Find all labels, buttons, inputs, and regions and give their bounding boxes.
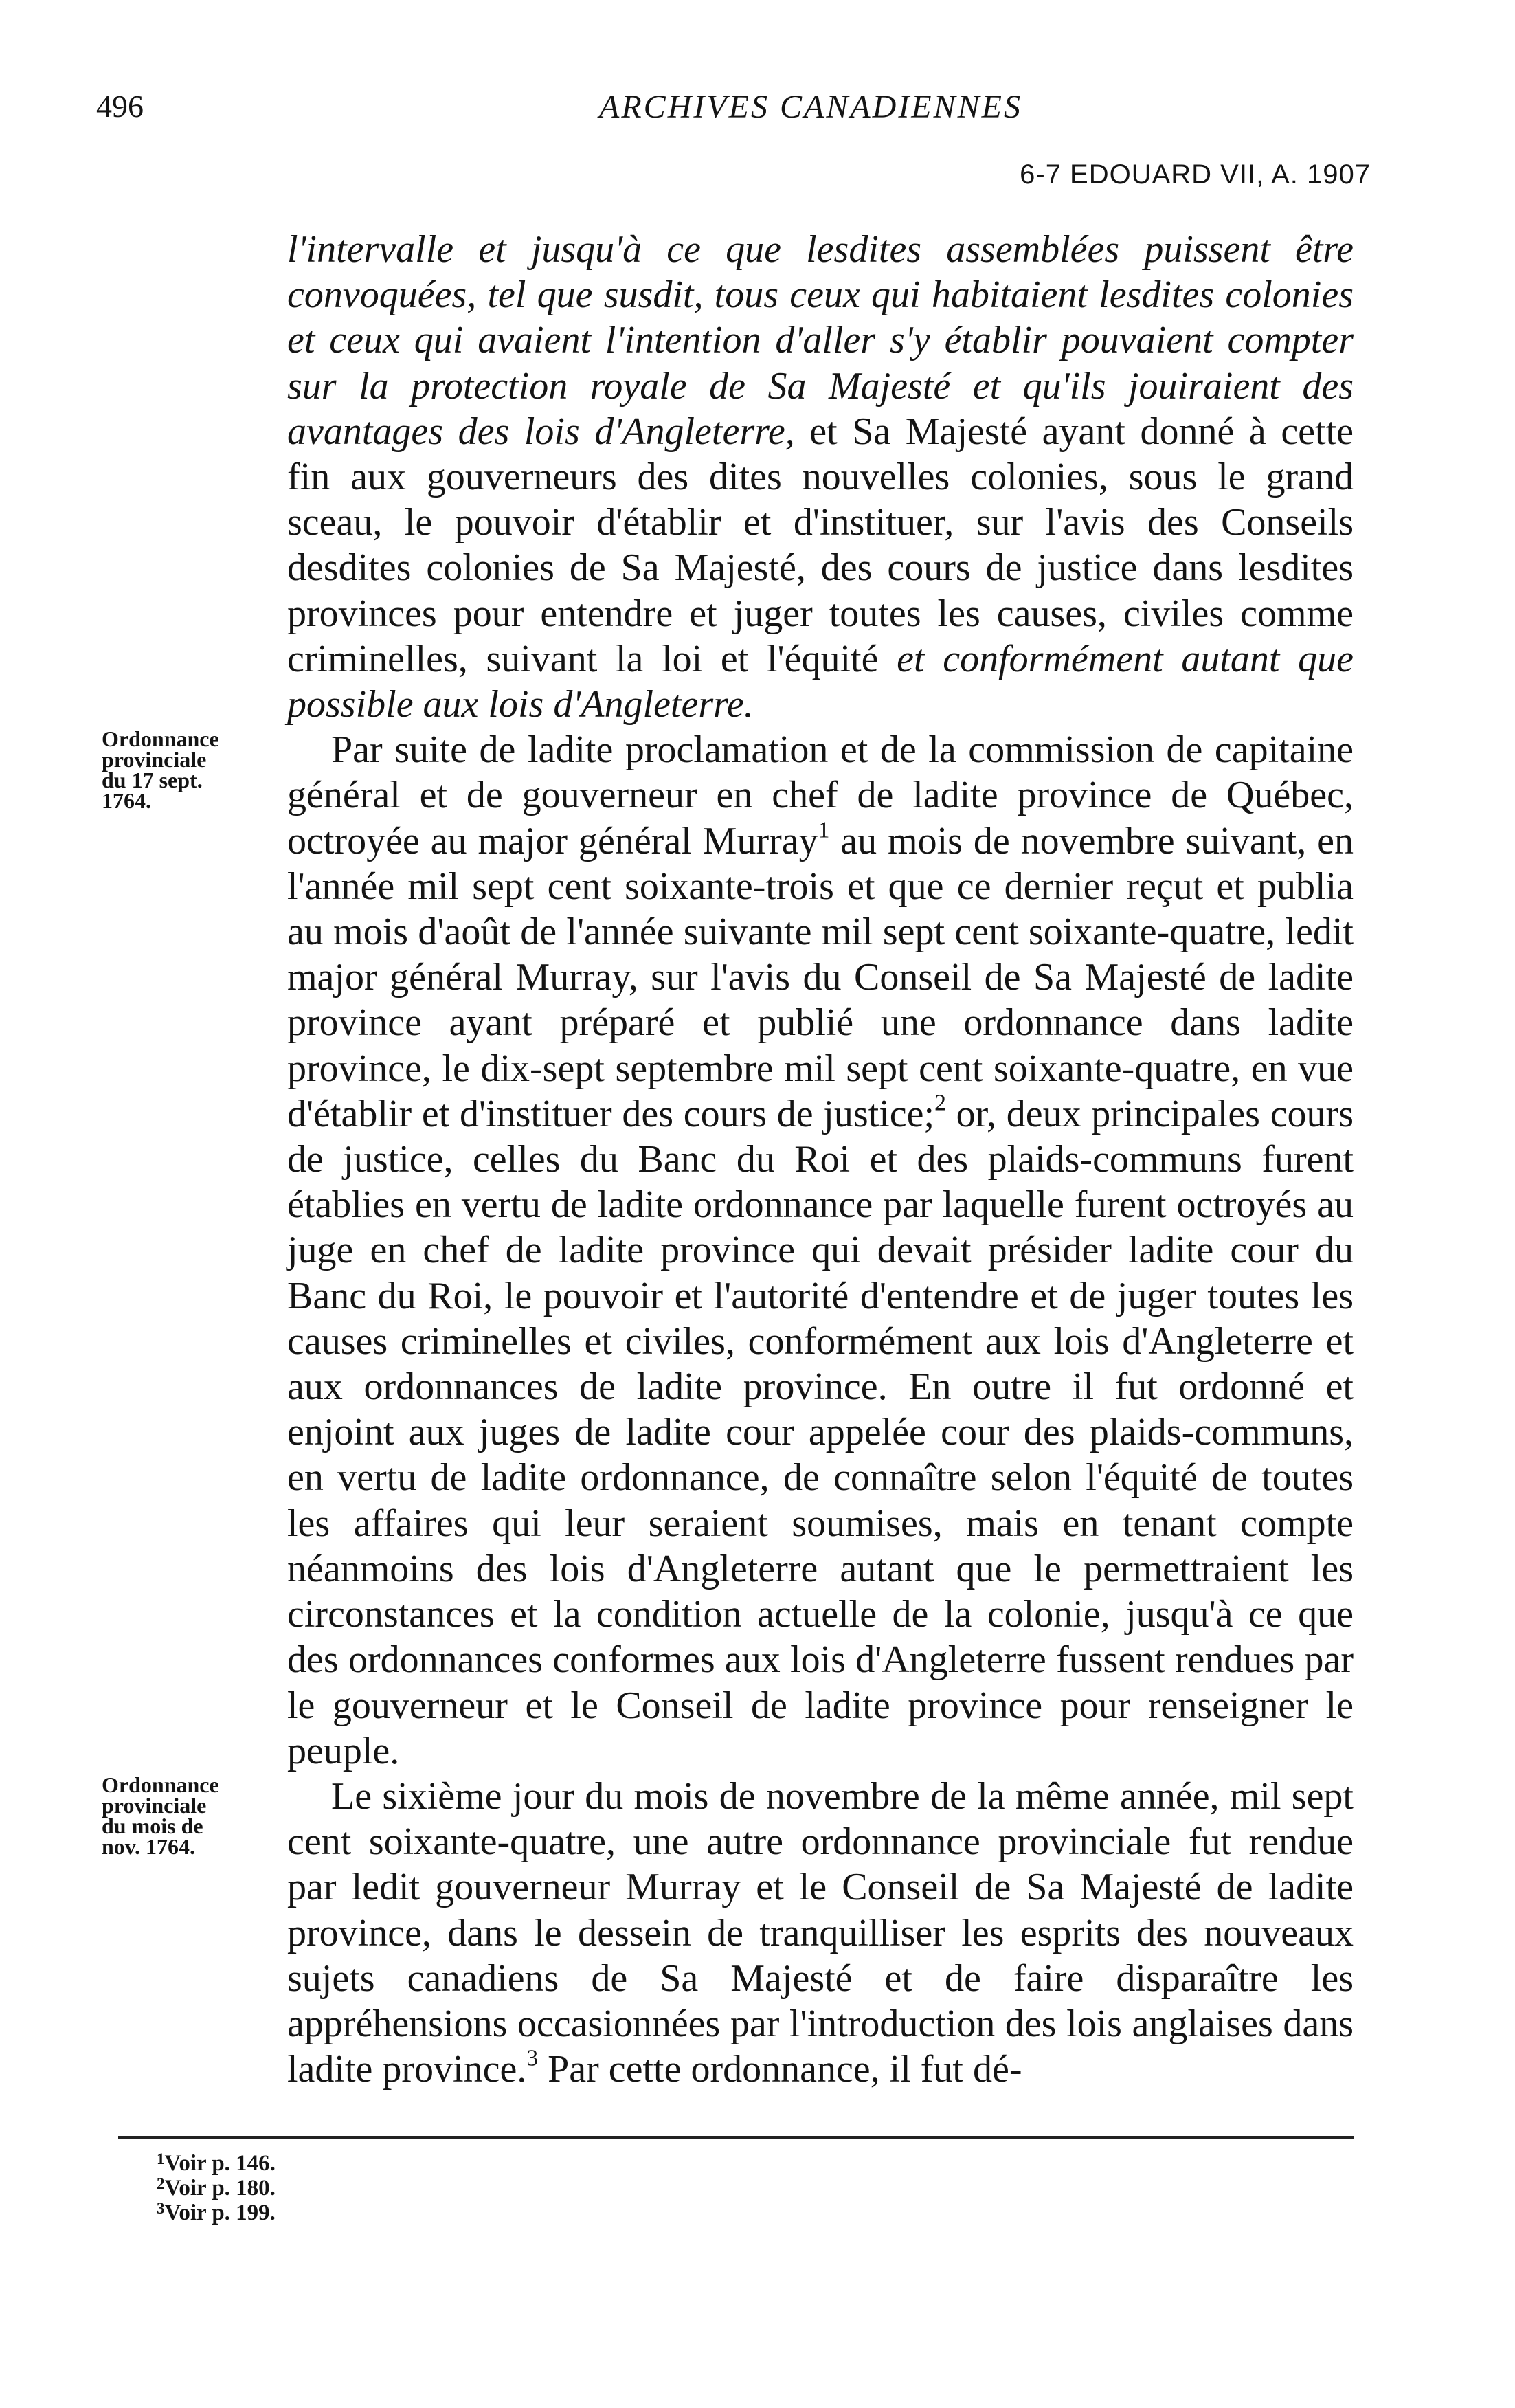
paragraph-1 bbox=[287, 227, 1354, 727]
footnote-divider bbox=[118, 2136, 1354, 2139]
italic-text: l'intervalle et jusqu'à ce que lesdites assemblées puissent être convoquées, tel que susdit, tous ceux qui habitaient lesdites colonies et ceux qui avaient l'intention d'aller s'y établir pouvaient compter sur la protection royale de Sa Majesté et qu'ils jouiraient des avantages des lois d'Angleterre, bbox=[287, 228, 1354, 453]
page-number: 496 bbox=[96, 89, 144, 124]
body-text: Par suite de ladite proclamation et de la commission de capitaine général et de gouverneur en chef de ladite province de Québec, octroyée au major général Murray bbox=[287, 728, 1354, 862]
footnote-ref: 2 bbox=[934, 1090, 946, 1116]
margin-note-ordonnance-sept bbox=[102, 728, 267, 811]
session-label: 6-7 EDOUARD VII, A. 1907 bbox=[1020, 159, 1371, 190]
margin-note-line: du 17 sept. bbox=[102, 768, 203, 792]
margin-note-line: provinciale bbox=[102, 1793, 207, 1818]
margin-note-line: nov. 1764. bbox=[102, 1834, 196, 1859]
paragraph-2 bbox=[287, 727, 1354, 1774]
footnote-text: Voir p. 199. bbox=[164, 2200, 276, 2225]
margin-note-line: Ordonnance bbox=[102, 726, 219, 751]
footnote-ref: 1 bbox=[818, 817, 830, 843]
margin-note-line: provinciale bbox=[102, 747, 207, 772]
running-title: ARCHIVES CANADIENNES bbox=[599, 89, 1022, 125]
margin-note-ordonnance-nov bbox=[102, 1774, 267, 1857]
footnote bbox=[157, 2176, 276, 2200]
footnote-mark: 1 bbox=[157, 2149, 165, 2167]
footnotes bbox=[157, 2151, 276, 2225]
footnote-mark: 2 bbox=[157, 2174, 165, 2192]
footnote bbox=[157, 2200, 276, 2225]
footnote bbox=[157, 2151, 276, 2176]
footnote-text: Voir p. 180. bbox=[164, 2176, 276, 2200]
margin-note-line: Ordonnance bbox=[102, 1772, 219, 1797]
footnote-text: Voir p. 146. bbox=[164, 2151, 276, 2176]
margin-note-line: du mois de bbox=[102, 1814, 203, 1838]
paragraph-3 bbox=[287, 1774, 1354, 2092]
body-text: au mois de novembre suivant, en l'année mil sept cent soixante-trois et que ce dernier reçut et publia au mois d'août de l'année suivante mil sept cent soixante-quatre, ledit major général Murray, sur l'avis du Conseil de Sa Majesté de ladite province ayant préparé et publié une ordonnance dans ladite province, le dix-sept septembre mil sept cent soixante-quatre, en vue d'établir et d'instituer des cours de justice; bbox=[287, 819, 1354, 1135]
body-text: Le sixième jour du mois de novembre de la même année, mil sept cent soixante-quatre, une autre ordonnance provinciale fut rendue par ledit gouverneur Murray et le Conseil de Sa Majesté de ladite province, dans le dessein de tranquilliser les esprits des nouveaux sujets canadiens de Sa Majesté et de faire disparaître les appréhensions occasionnées par l'introduction des lois anglaises dans ladite province. bbox=[287, 1774, 1354, 2091]
page-header bbox=[0, 0, 1515, 234]
italic-text: et conformément autant que possible aux lois d'Angleterre. bbox=[287, 637, 1354, 726]
body-text: or, deux principales cours de justice, celles du Banc du Roi et des plaids-communs furent établies en vertu de ladite ordonnance par laquelle furent octroyés au juge en chef de ladite province qui devait présider ladite cour du Banc du Roi, le pouvoir et l'autorité d'entendre et de juger toutes les causes criminelles et civiles, conformément aux lois d'Angleterre et aux ordonnances de ladite province. En outre il fut ordonné et enjoint aux juges de ladite cour appelée cour des plaids-communs, en vertu de ladite ordonnance, de connaître selon l'équité de toutes les affaires qui leur seraient soumises, mais en tenant compte néanmoins des lois d'Angleterre autant que le permettraient les circonstances et la condition actuelle de la colonie, jusqu'à ce que des ordonnances conformes aux lois d'Angleterre fussent rendues par le gouverneur et le Conseil de ladite province pour renseigner le peuple. bbox=[287, 1092, 1354, 1772]
body-text: et Sa Majesté ayant donné à cette fin aux gouverneurs des dites nouvelles colonies, sous le grand sceau, le pouvoir d'établir et d'instituer, sur l'avis des Conseils desdites colonies de Sa Majesté, des cours de justice dans lesdites provinces pour entendre et juger toutes les causes, civiles comme criminelles, suivant la loi et l'équité bbox=[287, 410, 1354, 680]
footnote-mark: 3 bbox=[157, 2198, 165, 2217]
margin-note-line: 1764. bbox=[102, 788, 151, 813]
main-text bbox=[287, 227, 1354, 2092]
body-text: Par cette ordonnance, il fut dé- bbox=[538, 2048, 1022, 2091]
footnote-ref: 3 bbox=[526, 2045, 539, 2071]
